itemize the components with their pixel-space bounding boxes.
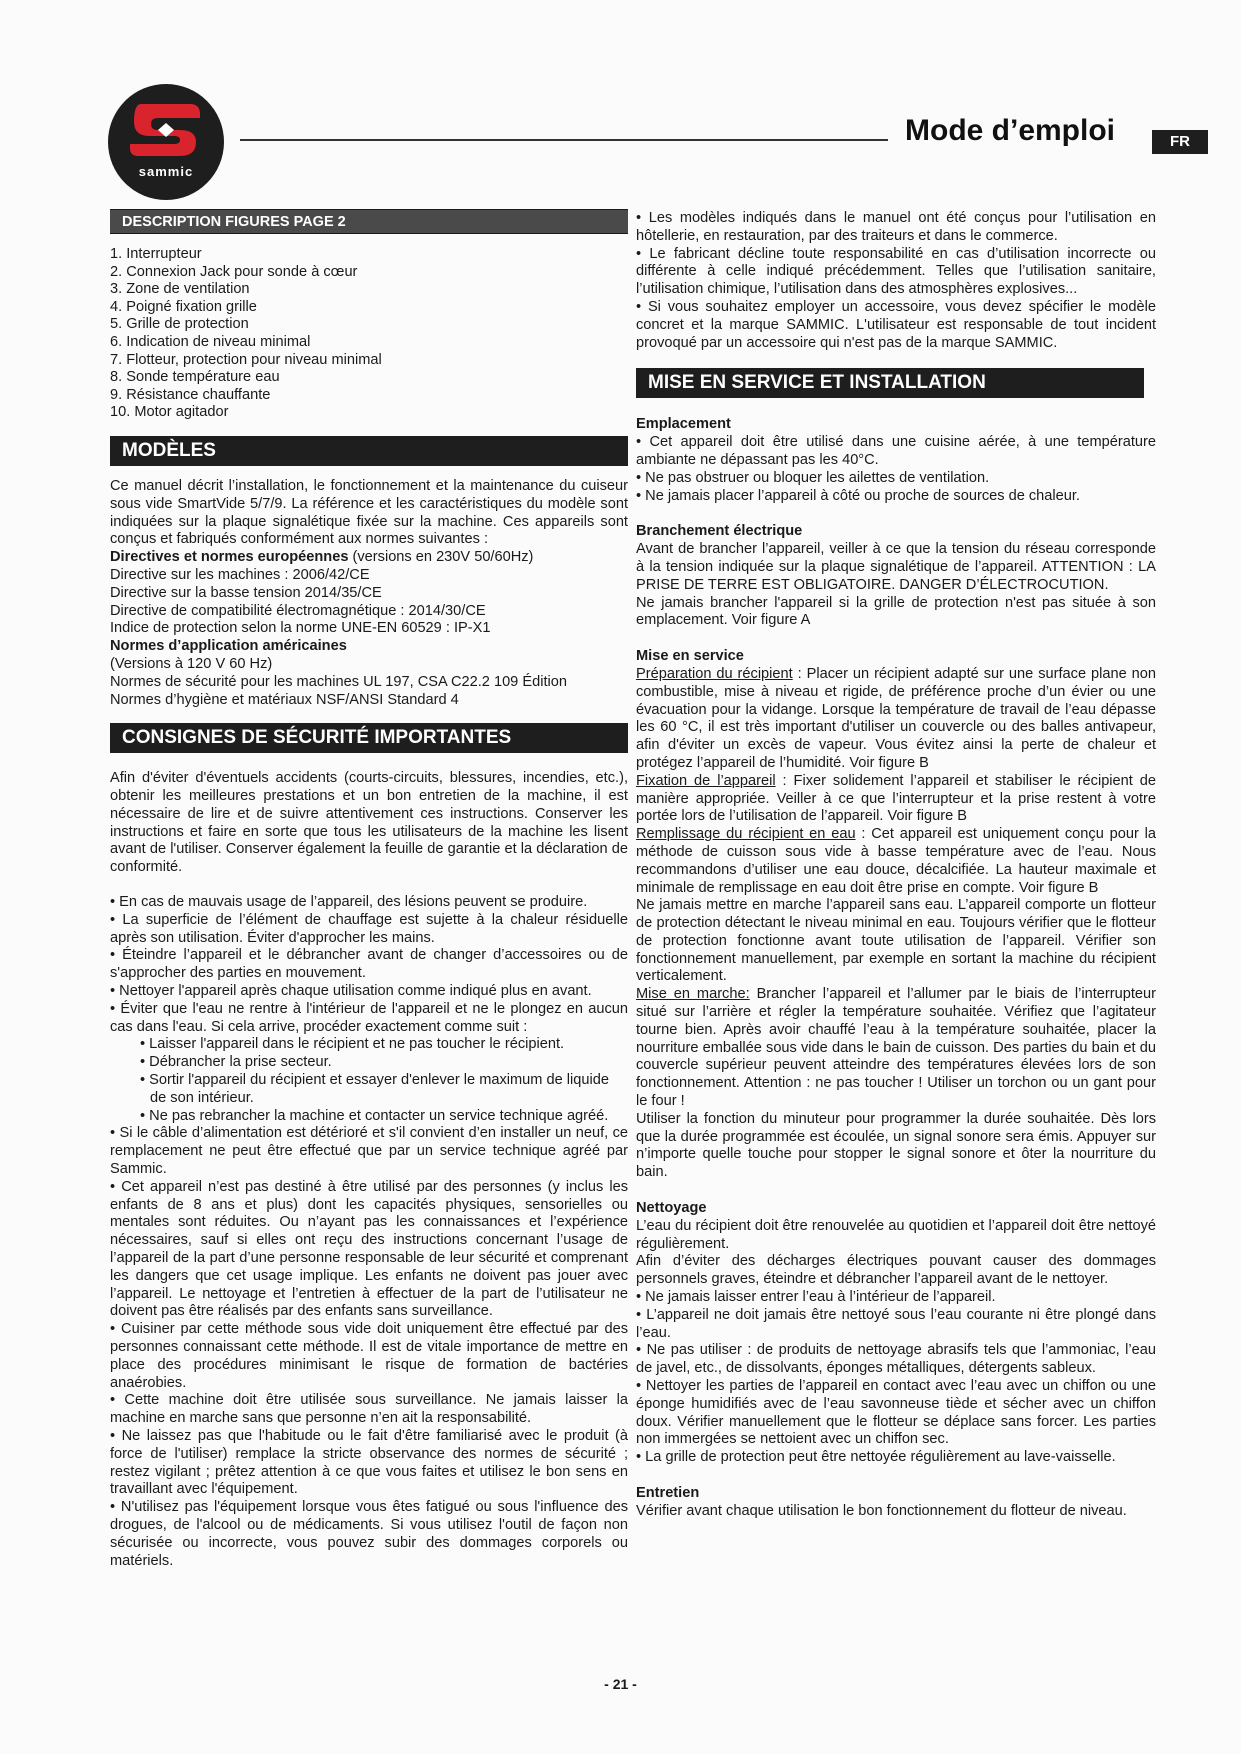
brand-name: sammic bbox=[138, 164, 194, 179]
header-divider bbox=[240, 139, 888, 141]
list-item: • Nettoyer l'appareil après chaque utilisation comme indiqué plus en avant. bbox=[110, 983, 592, 1000]
list-item: • Ne jamais laisser entrer l’eau à l’intérieur de l’appareil. bbox=[636, 1289, 996, 1306]
list-item: • Débrancher la prise secteur. bbox=[140, 1054, 332, 1071]
prep-label: Préparation du récipient bbox=[636, 665, 793, 682]
electric-section bbox=[636, 523, 1156, 630]
list-item: 5. Grille de protection bbox=[110, 316, 249, 333]
list-item: • Si vous souhaitez employer un accessoire, vous devez spécifier le modèle concret et la marque SAMMIC. L'utilisateur est responsable de tout incident provoqué par un accessoire qui n'est pas de la marque SAMMIC. bbox=[636, 298, 1156, 351]
left-column bbox=[110, 209, 628, 1570]
list-item: 10. Motor agitador bbox=[110, 404, 229, 421]
page-title: Mode d’emploi bbox=[905, 114, 1115, 147]
install-section-title: MISE EN SERVICE ET INSTALLATION bbox=[636, 368, 1144, 398]
cleaning-section bbox=[636, 1200, 1156, 1467]
run-paragraph: Mise en marche: Brancher l’appareil et l’allumer par le biais de l’interrupteur situé sur l’arrière et régler la température souhaitée. Vérifiez que l’agitateur tourne bien. Après avoir chauffé l’eau à la température souhaitée, placer la nourriture emballée sous vide dans le bain de cuisson. Des parties du bain et du couvercle supérieur peuvent atteindre des températures élevées lors de son fonctionnement. Attention : ne pas toucher ! Utiliser un torchon ou un gant pour le four ! bbox=[636, 986, 1157, 1110]
models-section bbox=[110, 478, 628, 709]
list-item: • Ne laissez pas que l'habitude ou le fait d'être familiarisé avec le produit (à force de l'utiliser) remplace la stricte observance des normes de sécurité ; restez vigilant ; prêtez attention à ce que vous faites et utilisez le bon sens en travaillant avec l'équipement. bbox=[110, 1427, 628, 1498]
list-item: • Ne pas obstruer ou bloquer les ailettes de ventilation. bbox=[636, 469, 990, 486]
list-item: • N'utilisez pas l'équipement lorsque vous êtes fatigué ou sous l'influence des drogues, de l'alcool ou de médicaments. Si vous utilisez l'outil de façon non sécurisée ou incorrecte, vous pouvez subir des dommages corporels ou matériels. bbox=[110, 1499, 628, 1569]
eu-line: Directive sur la basse tension 2014/35/CE bbox=[110, 584, 382, 601]
list-item: • La superficie de l’élément de chauffage est sujette à la chaleur résiduelle après son utilisation. Éviter d'approcher les mains. bbox=[110, 911, 628, 946]
list-item: • Cuisiner par cette méthode sous vide doit uniquement être effectué par des personnes connaissant cette méthode. Il est de vitale importance de mettre en place des procédures minimisant le risque de formation de bactéries anaérobies. bbox=[110, 1321, 628, 1391]
us-heading: Normes d’application américaines bbox=[110, 638, 347, 655]
list-item: 1. Interrupteur bbox=[110, 246, 202, 262]
list-item: • Ne jamais placer l’appareil à côté ou proche de sources de chaleur. bbox=[636, 487, 1080, 504]
placement-heading: Emplacement bbox=[636, 416, 731, 433]
eu-directives-line bbox=[110, 549, 628, 567]
models-section-title: MODÈLES bbox=[110, 436, 628, 466]
sammic-s-icon bbox=[108, 84, 224, 200]
electric-text: Avant de brancher l’appareil, veiller à ce que la tension du réseau corresponde à la tension indiquée sur la plaque signalétique de l’appareil. ATTENTION : LA PRISE DE TERRE EST OBLIGATOIRE. DANGER D’ÉLECTROCUTION. bbox=[636, 541, 1156, 593]
list-item: • Nettoyer les parties de l’appareil en contact avec l’eau avec un chiffon ou une éponge humidifiés avec de l’eau savonneuse tiède et sécher avec un chiffon doux. Vérifier manuellement que le flotteur se déplace sans forcer. Les parties non immergées se nettoient avec un chiffon sec. bbox=[636, 1378, 1156, 1448]
sammic-logo bbox=[108, 84, 224, 200]
list-item: • Cette machine doit être utilisée sous surveillance. Ne jamais laisser la machine en marche sans que personne n’en ait la responsabilité. bbox=[110, 1392, 628, 1427]
service-heading: Mise en service bbox=[636, 648, 744, 665]
us-line: Normes de sécurité pour les machines UL 197, CSA C22.2 109 Édition bbox=[110, 673, 567, 690]
eu-heading: Directives et normes européennes bbox=[110, 549, 349, 566]
list-item: 8. Sonde température eau bbox=[110, 369, 280, 386]
safety-intro: Afin d'éviter d'éventuels accidents (courts-circuits, blessures, incendies, etc.), obtenir les meilleures prestations et un bon entretien de la machine, il est nécessaire de lire et de suivre attentivement ces instructions. Conserver les instructions et faire en sorte que tous les utilisateurs de la machine les lisent avant de l'utiliser. Conserver également la feuille de garantie et la déclaration de conformité. bbox=[110, 770, 628, 876]
electric-heading: Branchement électrique bbox=[636, 523, 803, 540]
list-item: 4. Poigné fixation grille bbox=[110, 298, 257, 315]
list-item: 3. Zone de ventilation bbox=[110, 281, 250, 298]
cleaning-heading: Nettoyage bbox=[636, 1200, 707, 1217]
language-badge: FR bbox=[1152, 130, 1208, 154]
list-item: 2. Connexion Jack pour sonde à cœur bbox=[110, 263, 358, 280]
us-line: (Versions à 120 V 60 Hz) bbox=[110, 655, 273, 672]
run-label: Mise en marche: bbox=[636, 986, 750, 1003]
safety-sub-bullets bbox=[110, 1036, 628, 1125]
maintenance-heading: Entretien bbox=[636, 1485, 700, 1501]
electric-text-2: Ne jamais brancher l'appareil si la grille de protection n'est pas située à son emplacement. Voir figure A bbox=[636, 594, 1156, 629]
eu-line: Directive sur les machines : 2006/42/CE bbox=[110, 566, 370, 583]
safety-bullets-a bbox=[110, 894, 628, 1036]
list-item: L’eau du récipient doit être renouvelée au quotidien et l’appareil doit être nettoyé régulièrement. bbox=[636, 1217, 1156, 1252]
fill-paragraph: Remplissage du récipient en eau : Cet appareil est uniquement conçu pour la méthode de cuisson sous vide à basse température avec de l’eau. Nous recommandons d’utiliser une eau douce, décalcifiée. La hauteur maximale et minimale de remplissage en eau doit être prise en compte. Voir figure B bbox=[636, 826, 1156, 896]
models-intro: Ce manuel décrit l’installation, le fonctionnement et la maintenance du cuiseur sous vide SmartVide 5/7/9. La référence et les caractéristiques du modèle sont indiquées sur la plaque signalétique fixée sur la machine. Ces appareils sont conçus et fabriqués conformément aux normes suivantes : bbox=[110, 477, 628, 548]
fill-label: Remplissage du récipient en eau bbox=[636, 826, 856, 843]
list-item: • Cet appareil doit être utilisé dans une cuisine aérée, à une température ambiante ne dépassant pas les 40°C. bbox=[636, 434, 1156, 468]
fix-label: Fixation de l’appareil bbox=[636, 772, 776, 789]
list-item: • Si le câble d’alimentation est détérioré et s'il convient d’en installer un neuf, ce remplacement ne peut être effectué que par un service technique agréé par Sammic. bbox=[110, 1125, 628, 1178]
maintenance-text: Vérifier avant chaque utilisation le bon fonctionnement du flotteur de niveau. bbox=[636, 1502, 1127, 1519]
safety-section bbox=[110, 770, 628, 1570]
list-item: • Les modèles indiqués dans le manuel ont été conçus pour l’utilisation en hôtellerie, en restauration, par des traiteurs et dans le commerce. bbox=[636, 210, 1156, 244]
list-item: • Laisser l'appareil dans le récipient et ne pas toucher le récipient. bbox=[140, 1036, 565, 1053]
safety-section-title: CONSIGNES DE SÉCURITÉ IMPORTANTES bbox=[110, 723, 628, 753]
eu-line: Directive de compatibilité électromagnétique : 2014/30/CE bbox=[110, 602, 486, 619]
list-item: • Cet appareil n’est pas destiné à être utilisé par des personnes (y inclus les enfants de 8 ans et plus) dont les capacités physiques, sensorielles ou mentales sont réduites. Ou n’ayant pas les connaissances et l’expérience nécessaires, sauf si elles ont reçu des instructions concernant l’usage de l’appareil de la part d’une personne responsable de leur sécurité et comprenant les dangers que cet usage implique. Les enfants ne doivent pas jouer avec l’appareil. Le nettoyage et l’entretien à effectuer de la part de l’utilisateur ne doivent pas être réalisés par des enfants sans surveillance. bbox=[110, 1178, 628, 1320]
list-item: • Ne pas utiliser : de produits de nettoyage abrasifs tels que l’ammoniac, l’eau de javel, etc., de dissolvants, éponges métalliques, détergents sableux. bbox=[636, 1342, 1156, 1377]
list-item: • La grille de protection peut être nettoyée régulièrement au lave-vaisselle. bbox=[636, 1449, 1116, 1466]
list-item: 7. Flotteur, protection pour niveau minimal bbox=[110, 351, 382, 368]
figures-section-title: DESCRIPTION FIGURES PAGE 2 bbox=[110, 209, 628, 234]
fix-paragraph: Fixation de l’appareil : Fixer solidement l’appareil et stabiliser le récipient de manière appropriée. Veiller à ce que l’interrupteur et la prise restent à votre portée lors de l’utilisation de l’appareil. Voir figure B bbox=[636, 772, 1157, 825]
page-number: - 21 - bbox=[604, 1676, 637, 1692]
maintenance-section bbox=[636, 1485, 1156, 1521]
list-item: • En cas de mauvais usage de l’appareil, des lésions peuvent se produire. bbox=[110, 894, 588, 911]
list-item: Afin d’éviter des décharges électriques pouvant causer des dommages personnels graves, éteindre et débrancher l’appareil avant de le nettoyer. bbox=[636, 1253, 1156, 1288]
list-item: • Éviter que l'eau ne rentre à l'intérieur de l'appareil et ne le plongez en aucun cas dans l'eau. Si cela arrive, procéder exactement comme suit : bbox=[110, 1000, 628, 1035]
list-item: • L’appareil ne doit jamais être nettoyé sous l’eau courante ni être plongé dans l’eau. bbox=[636, 1306, 1156, 1341]
service-section bbox=[636, 648, 1156, 1182]
placement-section bbox=[636, 416, 1156, 505]
list-item: • Sortir l'appareil du récipient et essayer d'enlever le maximum de liquide de son intérieur. bbox=[140, 1072, 609, 1106]
us-line: Normes d’hygiène et matériaux NSF/ANSI Standard 4 bbox=[110, 691, 459, 708]
list-item: • Ne pas rebrancher la machine et contacter un service technique agréé. bbox=[140, 1107, 609, 1124]
usage-bullets bbox=[636, 210, 1156, 352]
prep-paragraph: Préparation du récipient : Placer un récipient adapté sur une surface plane non combustible, mise à niveau et rigide, de préférence proche d’un évier ou une évacuation pour la vidange. Lorsque la température de travail de l’eau dépasse les 60 °C, il est très important d'utiliser un couvercle ou des balles antivapeur, afin d'éviter un excès de vapeur. Vous évitez ainsi la perte de chaleur et protégez l’appareil de l’humidité. Voir figure B bbox=[636, 665, 1156, 771]
list-item: 6. Indication de niveau minimal bbox=[110, 333, 311, 350]
fill-paragraph-2: Ne jamais mettre en marche l’appareil sans eau. L’appareil comporte un flotteur de protection détectant le niveau minimal en eau. Toujours vérifier que le flotteur de protection fonctionne avant toute utilisation de l’appareil. Vérifier son fonctionnement manuellement, par exemple en sortant la machine du récipient verticalement. bbox=[636, 897, 1156, 985]
list-item: • Éteindre l’appareil et le débrancher avant de changer d’accessoires ou de s'approcher des parties en mouvement. bbox=[110, 947, 628, 982]
timer-paragraph: Utiliser la fonction du minuteur pour programmer la durée souhaitée. Dès lors que la durée programmée est écoulée, un signal sonore sera émis. Appuyer sur n’importe quelle touche pour stopper le signal sonore et ôter la nourriture du bain. bbox=[636, 1110, 1156, 1181]
list-item: • Le fabricant décline toute responsabilité en cas d’utilisation incorrecte ou différente à celle indiqué précédemment. Telles que l’utilisation sanitaire, l’utilisation chimique, l’utilisation dans des atmosphères explosives... bbox=[636, 245, 1156, 298]
eu-line: Indice de protection selon la norme UNE-EN 60529 : IP-X1 bbox=[110, 620, 491, 637]
figures-list bbox=[110, 246, 628, 422]
eu-versions: (versions en 230V 50/60Hz) bbox=[348, 549, 534, 566]
list-item: 9. Résistance chauffante bbox=[110, 386, 271, 403]
right-column bbox=[636, 210, 1156, 1521]
safety-bullets-b bbox=[110, 1125, 628, 1570]
